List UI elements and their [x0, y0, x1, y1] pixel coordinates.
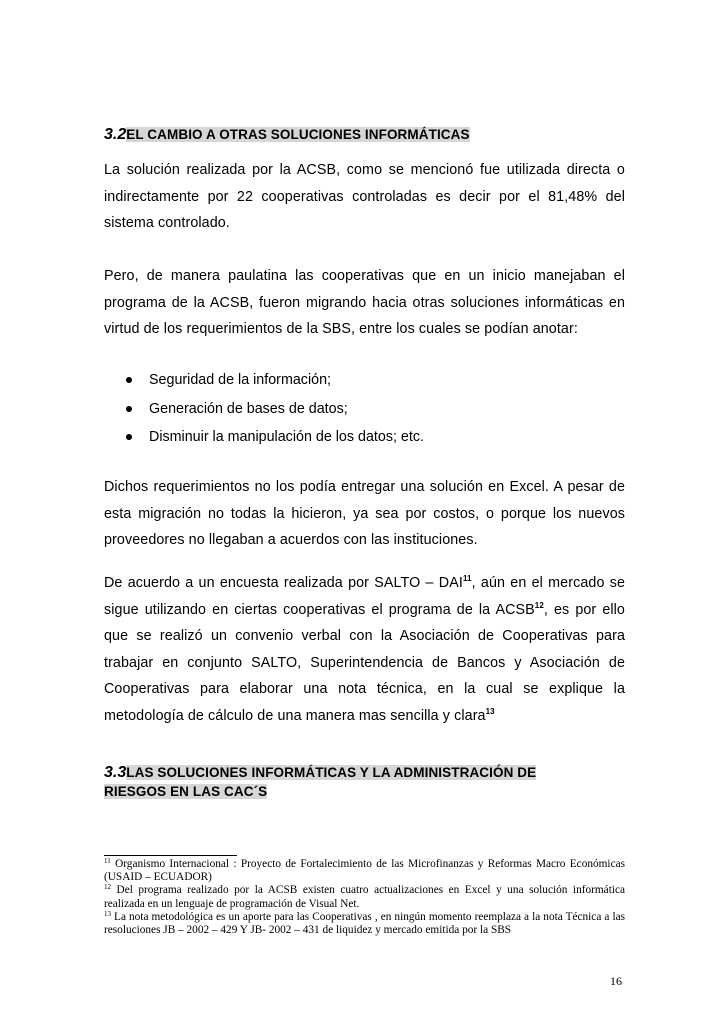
paragraph-4-text: De acuerdo a un encuesta realizada por SALTO – DAI [104, 575, 463, 591]
list-item [124, 366, 424, 395]
section-title: EL CAMBIO A OTRAS SOLUCIONES INFORMÁTICAS [126, 127, 470, 142]
footnote [104, 884, 625, 910]
list-item [124, 423, 424, 452]
list-item-text: Disminuir la manipulación de los datos; etc. [149, 429, 424, 445]
requirements-list [124, 366, 424, 452]
section-heading-3-2 [104, 126, 470, 144]
paragraph-2: Pero, de manera paulatina las cooperativas que en un inicio manejaban el programa de la ACSB, fueron migrando hacia otras soluciones informáticas en virtud de los requerimientos de la SBS, entre los cuales se podían anotar: [104, 268, 625, 337]
paragraph-3: Dichos requerimientos no los podía entregar una solución en Excel. A pesar de esta migración no todas la hicieron, ya sea por costos, o porque los nuevos proveedores no llegaban a acuerdos con las instituciones. [104, 479, 625, 548]
paragraph-4 [104, 570, 625, 729]
paragraph-4-text: , es por ello que se realizó un convenio verbal con la Asociación de Cooperativas para trabajar en conjunto SALTO, Superintendencia de Bancos y Asociación de Cooperativas para elaborar una nota técnica, en la cual se explique la metodología de cálculo de una manera mas sencilla y clara [104, 601, 625, 724]
footnote-text: La nota metodológica es un aporte para las Cooperativas , en ningún momento reemplaza a la nota Técnica a las resoluciones JB – 2002 – 429 Y JB- 2002 – 431 de liquidez y mercado emitida por la SBS [104, 910, 625, 937]
section-title: LAS SOLUCIONES INFORMÁTICAS Y LA ADMINISTRACIÓN DE [126, 765, 537, 780]
footnote-text: Del programa realizado por la ACSB existen cuatro actualizaciones en Excel y una solución informática realizada en un lenguaje de programación de Visual Net. [104, 884, 625, 910]
list-item [124, 395, 424, 424]
bullet-icon [126, 377, 132, 383]
footnote-number: 11 [104, 857, 111, 865]
footnote [104, 858, 625, 884]
list-item-text: Generación de bases de datos; [149, 400, 348, 417]
footnote [104, 911, 625, 937]
footnote-text: Organismo Internacional : Proyecto de Fortalecimiento de las Microfinanzas y Reformas Macro Económicas (USAID – ECUADOR) [104, 858, 625, 884]
section-number: 3.3 [104, 764, 127, 781]
page-number: 16 [610, 974, 622, 988]
list-item-text: Seguridad de la información; [149, 372, 331, 388]
section-title: RIESGOS EN LAS CAC´S [104, 784, 268, 799]
footnote-number: 12 [104, 883, 111, 892]
footnotes [104, 858, 625, 937]
footnote-ref: 11 [462, 574, 472, 583]
footnote-separator [104, 855, 237, 856]
bullet-icon [126, 434, 132, 440]
section-heading-3-3 [104, 763, 536, 801]
footnote-number: 13 [104, 909, 111, 918]
paragraph-4-text: , aún en el mercado se sigue utilizando en ciertas cooperativas el programa de la ACSB [104, 575, 626, 618]
footnote-ref: 13 [485, 706, 495, 716]
bullet-icon [126, 406, 132, 412]
footnote-ref: 12 [534, 600, 544, 610]
paragraph-1: La solución realizada por la ACSB, como se mencionó fue utilizada directa o indirectamente por 22 cooperativas controladas es decir por el 81,48% del sistema controlado. [104, 162, 625, 231]
section-number: 3.2 [104, 126, 127, 143]
